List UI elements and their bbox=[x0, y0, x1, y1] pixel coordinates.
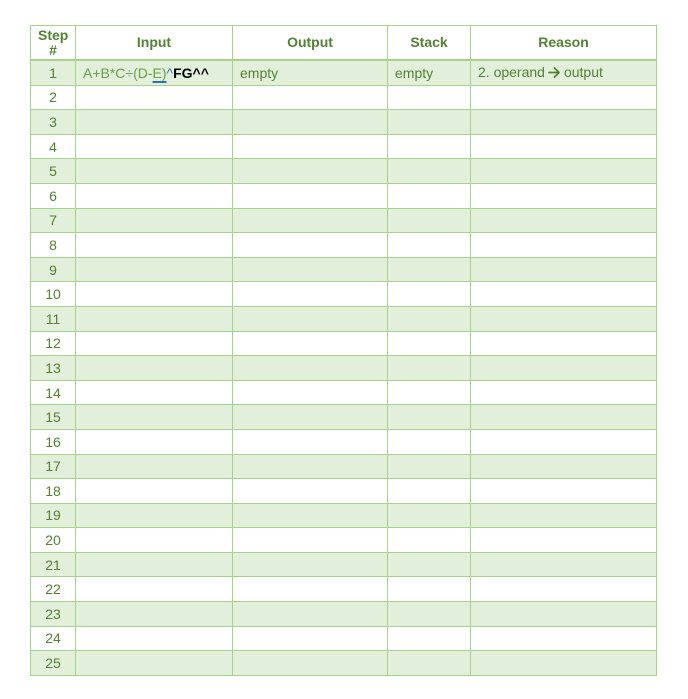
output-cell[interactable] bbox=[233, 183, 388, 208]
step-cell: 8 bbox=[31, 233, 76, 258]
reason-cell[interactable] bbox=[471, 528, 657, 553]
step-cell: 4 bbox=[31, 134, 76, 159]
step-cell: 9 bbox=[31, 257, 76, 282]
step-cell: 18 bbox=[31, 479, 76, 504]
table-row bbox=[31, 528, 657, 553]
stack-cell[interactable] bbox=[388, 208, 471, 233]
reason-cell[interactable] bbox=[471, 233, 657, 258]
input-cell[interactable] bbox=[76, 429, 233, 454]
reason-cell[interactable] bbox=[471, 85, 657, 110]
reason-suffix: output bbox=[563, 63, 603, 80]
output-cell[interactable] bbox=[233, 282, 388, 307]
output-cell[interactable] bbox=[233, 602, 388, 627]
table-row bbox=[31, 429, 657, 454]
input-cell[interactable] bbox=[76, 651, 233, 676]
reason-cell[interactable] bbox=[471, 552, 657, 577]
step-cell: 7 bbox=[31, 208, 76, 233]
table-row bbox=[31, 208, 657, 233]
step-cell: 23 bbox=[31, 602, 76, 627]
input-cell bbox=[76, 60, 233, 85]
table-header bbox=[31, 26, 657, 61]
reason-cell[interactable] bbox=[471, 110, 657, 135]
output-cell[interactable] bbox=[233, 503, 388, 528]
reason-cell[interactable] bbox=[471, 257, 657, 282]
input-cell[interactable] bbox=[76, 577, 233, 602]
step-cell: 16 bbox=[31, 429, 76, 454]
output-cell[interactable] bbox=[233, 85, 388, 110]
input-cell[interactable] bbox=[76, 602, 233, 627]
step-cell: 20 bbox=[31, 528, 76, 553]
input-cell[interactable] bbox=[76, 454, 233, 479]
reason-cell[interactable] bbox=[471, 159, 657, 184]
output-cell[interactable] bbox=[233, 479, 388, 504]
reason-cell[interactable] bbox=[471, 183, 657, 208]
output-cell[interactable] bbox=[233, 651, 388, 676]
table-row bbox=[31, 602, 657, 627]
step-cell: 15 bbox=[31, 405, 76, 430]
step-cell: 14 bbox=[31, 380, 76, 405]
stack-cell[interactable] bbox=[388, 651, 471, 676]
stack-cell[interactable] bbox=[388, 479, 471, 504]
stack-cell[interactable] bbox=[388, 577, 471, 602]
table-row bbox=[31, 552, 657, 577]
stack-cell[interactable] bbox=[388, 503, 471, 528]
stack-cell[interactable] bbox=[388, 282, 471, 307]
table-row bbox=[31, 651, 657, 676]
output-cell[interactable] bbox=[233, 159, 388, 184]
output-cell[interactable] bbox=[233, 356, 388, 381]
input-cell[interactable] bbox=[76, 380, 233, 405]
input-cell[interactable] bbox=[76, 356, 233, 381]
input-cell[interactable] bbox=[76, 331, 233, 356]
stack-cell: empty bbox=[388, 60, 471, 85]
stack-cell[interactable] bbox=[388, 552, 471, 577]
input-cell[interactable] bbox=[76, 134, 233, 159]
output-cell[interactable] bbox=[233, 306, 388, 331]
reason-cell[interactable] bbox=[471, 429, 657, 454]
output-cell[interactable] bbox=[233, 429, 388, 454]
step-cell: 3 bbox=[31, 110, 76, 135]
stack-cell[interactable] bbox=[388, 356, 471, 381]
table-row bbox=[31, 306, 657, 331]
header-stack: Stack bbox=[388, 26, 471, 61]
stack-cell[interactable] bbox=[388, 331, 471, 356]
stack-cell[interactable] bbox=[388, 602, 471, 627]
output-cell[interactable] bbox=[233, 454, 388, 479]
header-step: Step # bbox=[31, 26, 76, 61]
conversion-table bbox=[30, 25, 657, 676]
step-cell: 6 bbox=[31, 183, 76, 208]
reason-cell[interactable] bbox=[471, 208, 657, 233]
input-underlined: E) bbox=[152, 64, 167, 81]
table-row bbox=[31, 356, 657, 381]
arrow-right-icon bbox=[548, 66, 561, 82]
conversion-table-container bbox=[30, 25, 657, 676]
step-cell: 1 bbox=[31, 60, 76, 85]
table-row bbox=[31, 85, 657, 110]
stack-cell[interactable] bbox=[388, 257, 471, 282]
table-row bbox=[31, 60, 657, 85]
reason-cell[interactable] bbox=[471, 134, 657, 159]
stack-cell[interactable] bbox=[388, 110, 471, 135]
stack-cell[interactable] bbox=[388, 429, 471, 454]
stack-cell[interactable] bbox=[388, 405, 471, 430]
reason-cell[interactable] bbox=[471, 503, 657, 528]
step-cell: 13 bbox=[31, 356, 76, 381]
output-cell[interactable] bbox=[233, 208, 388, 233]
input-cell[interactable] bbox=[76, 552, 233, 577]
input-cell[interactable] bbox=[76, 405, 233, 430]
output-cell[interactable] bbox=[233, 626, 388, 651]
input-cell[interactable] bbox=[76, 183, 233, 208]
output-cell[interactable] bbox=[233, 405, 388, 430]
stack-cell[interactable] bbox=[388, 528, 471, 553]
step-cell: 19 bbox=[31, 503, 76, 528]
step-cell: 21 bbox=[31, 552, 76, 577]
stack-cell[interactable] bbox=[388, 85, 471, 110]
input-caret: ^ bbox=[166, 64, 174, 81]
header-input: Input bbox=[76, 26, 233, 61]
input-processed: A+B*C÷(D- bbox=[83, 64, 153, 81]
table-row bbox=[31, 257, 657, 282]
output-cell[interactable] bbox=[233, 380, 388, 405]
reason-cell[interactable] bbox=[471, 651, 657, 676]
input-cell[interactable] bbox=[76, 257, 233, 282]
reason-cell bbox=[471, 60, 657, 85]
reason-cell[interactable] bbox=[471, 626, 657, 651]
table-row bbox=[31, 405, 657, 430]
reason-prefix: 2. operand bbox=[478, 63, 545, 80]
input-cell[interactable] bbox=[76, 208, 233, 233]
output-cell[interactable] bbox=[233, 331, 388, 356]
reason-cell[interactable] bbox=[471, 454, 657, 479]
step-cell: 11 bbox=[31, 306, 76, 331]
step-cell: 2 bbox=[31, 85, 76, 110]
step-cell: 17 bbox=[31, 454, 76, 479]
step-cell: 10 bbox=[31, 282, 76, 307]
output-cell[interactable] bbox=[233, 552, 388, 577]
input-remaining: FG^^ bbox=[173, 64, 209, 81]
table-row bbox=[31, 380, 657, 405]
reason-cell[interactable] bbox=[471, 577, 657, 602]
table-row bbox=[31, 454, 657, 479]
input-cell[interactable] bbox=[76, 306, 233, 331]
output-cell: empty bbox=[233, 60, 388, 85]
reason-cell[interactable] bbox=[471, 405, 657, 430]
table-row bbox=[31, 282, 657, 307]
table-row bbox=[31, 183, 657, 208]
input-cell[interactable] bbox=[76, 159, 233, 184]
reason-cell[interactable] bbox=[471, 331, 657, 356]
stack-cell[interactable] bbox=[388, 626, 471, 651]
reason-cell[interactable] bbox=[471, 282, 657, 307]
input-cell[interactable] bbox=[76, 233, 233, 258]
step-cell: 25 bbox=[31, 651, 76, 676]
stack-cell[interactable] bbox=[388, 233, 471, 258]
output-cell[interactable] bbox=[233, 528, 388, 553]
table-row bbox=[31, 110, 657, 135]
reason-cell[interactable] bbox=[471, 306, 657, 331]
output-cell[interactable] bbox=[233, 134, 388, 159]
output-cell[interactable] bbox=[233, 110, 388, 135]
stack-cell[interactable] bbox=[388, 159, 471, 184]
table-row bbox=[31, 233, 657, 258]
step-cell: 22 bbox=[31, 577, 76, 602]
table-row bbox=[31, 159, 657, 184]
step-cell: 12 bbox=[31, 331, 76, 356]
table-row bbox=[31, 503, 657, 528]
header-output: Output bbox=[233, 26, 388, 61]
input-cell[interactable] bbox=[76, 503, 233, 528]
output-cell[interactable] bbox=[233, 257, 388, 282]
input-cell[interactable] bbox=[76, 528, 233, 553]
step-cell: 5 bbox=[31, 159, 76, 184]
step-cell: 24 bbox=[31, 626, 76, 651]
stack-cell[interactable] bbox=[388, 183, 471, 208]
input-cell[interactable] bbox=[76, 479, 233, 504]
stack-cell[interactable] bbox=[388, 306, 471, 331]
input-cell[interactable] bbox=[76, 626, 233, 651]
reason-cell[interactable] bbox=[471, 479, 657, 504]
stack-cell[interactable] bbox=[388, 454, 471, 479]
table-row bbox=[31, 577, 657, 602]
table-row bbox=[31, 626, 657, 651]
stack-cell[interactable] bbox=[388, 134, 471, 159]
table-row bbox=[31, 134, 657, 159]
output-cell[interactable] bbox=[233, 577, 388, 602]
input-cell[interactable] bbox=[76, 85, 233, 110]
input-cell[interactable] bbox=[76, 282, 233, 307]
header-reason: Reason bbox=[471, 26, 657, 61]
stack-cell[interactable] bbox=[388, 380, 471, 405]
reason-cell[interactable] bbox=[471, 380, 657, 405]
table-row bbox=[31, 479, 657, 504]
output-cell[interactable] bbox=[233, 233, 388, 258]
input-cell[interactable] bbox=[76, 110, 233, 135]
header-row bbox=[31, 26, 657, 61]
reason-cell[interactable] bbox=[471, 356, 657, 381]
table-body bbox=[31, 60, 657, 675]
table-row bbox=[31, 331, 657, 356]
reason-cell[interactable] bbox=[471, 602, 657, 627]
